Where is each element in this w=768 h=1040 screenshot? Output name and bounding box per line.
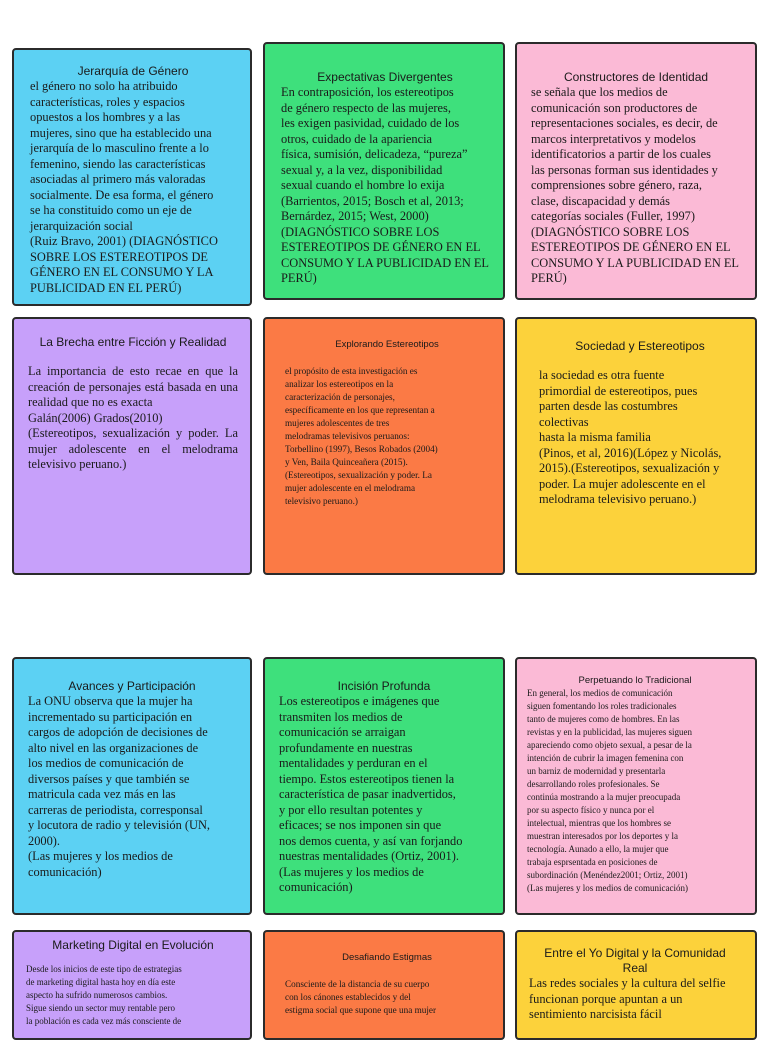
card-body: el género no solo ha atribuido características, roles y espacios opuestos a los hombres y a las mujeres, sino que ha establecido una jerarquía de lo masculino frente a lo femenino, siendo las características asociadas al primero más valoradas socialmente. De esa forma, el género se ha constituido como un eje de jerarquización social (Ruiz Bravo, 2001) (DIAGNÓSTICO SOBRE LOS ESTEREOTIPOS DE GÉNERO EN EL CONSUMO Y LA PUBLICIDAD EN EL PERÚ) [30,79,218,295]
card-title: Sociedad y Estereotipos [575,339,705,353]
note-card-constructores [515,42,757,300]
note-card-incision [263,657,505,915]
card-body: La ONU observa que la mujer ha incrementado su participación en cargos de adopción de decisiones de alto nivel en las organizaciones de los medios de comunicación de diversos países y que también se matricula cada vez más en las carreras de periodista, corresponsal y locutora de radio y televisión (UN, 2000). (Las mujeres y los medios de comunicación) [28,694,211,879]
card-body: el propósito de esta investigación es analizar los estereotipos en la caracterización de personajes, específicamente en los que representan a mujeres adolescentes de tres melodramas televisivos peruanos: Torbellino (1997), Besos Robados (2004) y Ven, Baila Quinceañera (2015). (Estereotipos, sexualización y poder. La mujer adolescente en el melodrama televisivo peruano.) [285,366,438,506]
card-body: se señala que los medios de comunicación son productores de representaciones sociales, es decir, de marcos interpretativos y modelos identificatorios a partir de los cuales las personas forman sus identidades y comprensiones sobre género, raza, clase, discapacidad y demás categorías sociales (Fuller, 1997) (DIAGNÓSTICO SOBRE LOS ESTEREOTIPOS DE GÉNERO EN EL CONSUMO Y LA PUBLICIDAD EN EL PERÚ) [531,85,740,285]
card-body: la sociedad es otra fuente primordial de estereotipos, pues parten desde las costumbres colectivas hasta la misma familia (Pinos, et al, 2016)(López y Nicolás, 2015).(Estereotipos, sexualización y poder. La mujer adolescente en el melodrama televisivo peruano.) [539,368,722,506]
card-body: La importancia de esto recae en que la creación de personajes está basada en una realidad que no es exacta Galán(2006) Grados(2010) (Estereotipos, sexualización y poder. La mujer adolescente en el melodrama televisivo peruano.) [28,364,238,471]
note-card-avances [12,657,252,915]
note-card-perpetuando [515,657,757,915]
note-card-expectativas [263,42,505,300]
card-title: Desafiando Estigmas [342,952,432,963]
card-title: Entre el Yo Digital y la Comunidad Real [544,946,726,975]
card-body: En contraposición, los estereotipos de género respecto de las mujeres, les exigen pasividad, cuidado de los otros, cuidado de la apariencia física, sumisión, delicadeza, “pureza” sexual y, a la vez, disponibilidad sexual cuando el hombre lo exija (Barrientos, 2015; Bosch et al, 2013; Bernárdez, 2015; West, 2000) (DIAGNÓSTICO SOBRE LOS ESTEREOTIPOS DE GÉNERO EN EL CONSUMO Y LA PUBLICIDAD EN EL PERÚ) [281,85,490,285]
card-title: Explorando Estereotipos [335,339,439,350]
card-title: Jerarquía de Género [77,64,189,78]
card-title: La Brecha entre Ficción y Realidad [39,335,227,349]
card-title: Expectativas Divergentes [317,70,453,84]
card-body: Consciente de la distancia de su cuerpo con los cánones establecidos y del estigma social que supone que una mujer [285,979,437,1015]
card-title: Marketing Digital en Evolución [52,938,214,952]
note-card-explorando [263,317,505,575]
note-card-sociedad [515,317,757,575]
card-title: Incisión Profunda [337,679,431,693]
note-card-brecha [12,317,252,575]
card-title: Constructores de Identidad [563,70,709,84]
note-card-jerarquia [12,48,252,306]
card-title: Avances y Participación [68,679,196,693]
card-body: En general, los medios de comunicación siguen fomentando los roles tradicionales tanto de mujeres como de hombres. En las revistas y en la publicidad, las mujeres siguen apareciendo como objeto sexual, a pesar de la intención de cubrir la imagen femenina con un barniz de modernidad y presentarla desarrollando roles profesionales. Se continúa mostrando a la mujer preocupada por su aspecto físico y nunca por el intelectual, mientras que los hombres se muestran interesados por los deportes y la tecnología. Aunado a ello, la mujer que trabaja esprsentada en posiciones de subordinación (Menéndez2001; Ortiz, 2001) (Las mujeres y los medios de comunicación) [527,688,692,893]
card-title: Perpetuando lo Tradicional [578,675,692,686]
card-body: Desde los inicios de este tipo de estrategias de marketing digital hasta hoy en día este aspecto ha sufrido numerosos cambios. Sigue siendo un sector muy rentable pero la población es cada vez más consciente de [26,964,182,1026]
card-body: Las redes sociales y la cultura del selfie funcionan porque apuntan a un sentimiento narcisista fácil [529,976,726,1021]
card-body: Los estereotipos e imágenes que transmiten los medios de comunicación se arraigan profundamente en nuestras mentalidades y perduran en el tiempo. Estos estereotipos tienen la característica de pasar inadvertidos, y por ello resultan potentes y eficaces; se nos imponen sin que nos demos cuenta, y así van forjando nuestras mentalidades (Ortiz, 2001). (Las mujeres y los medios de comunicación) [279,694,463,894]
